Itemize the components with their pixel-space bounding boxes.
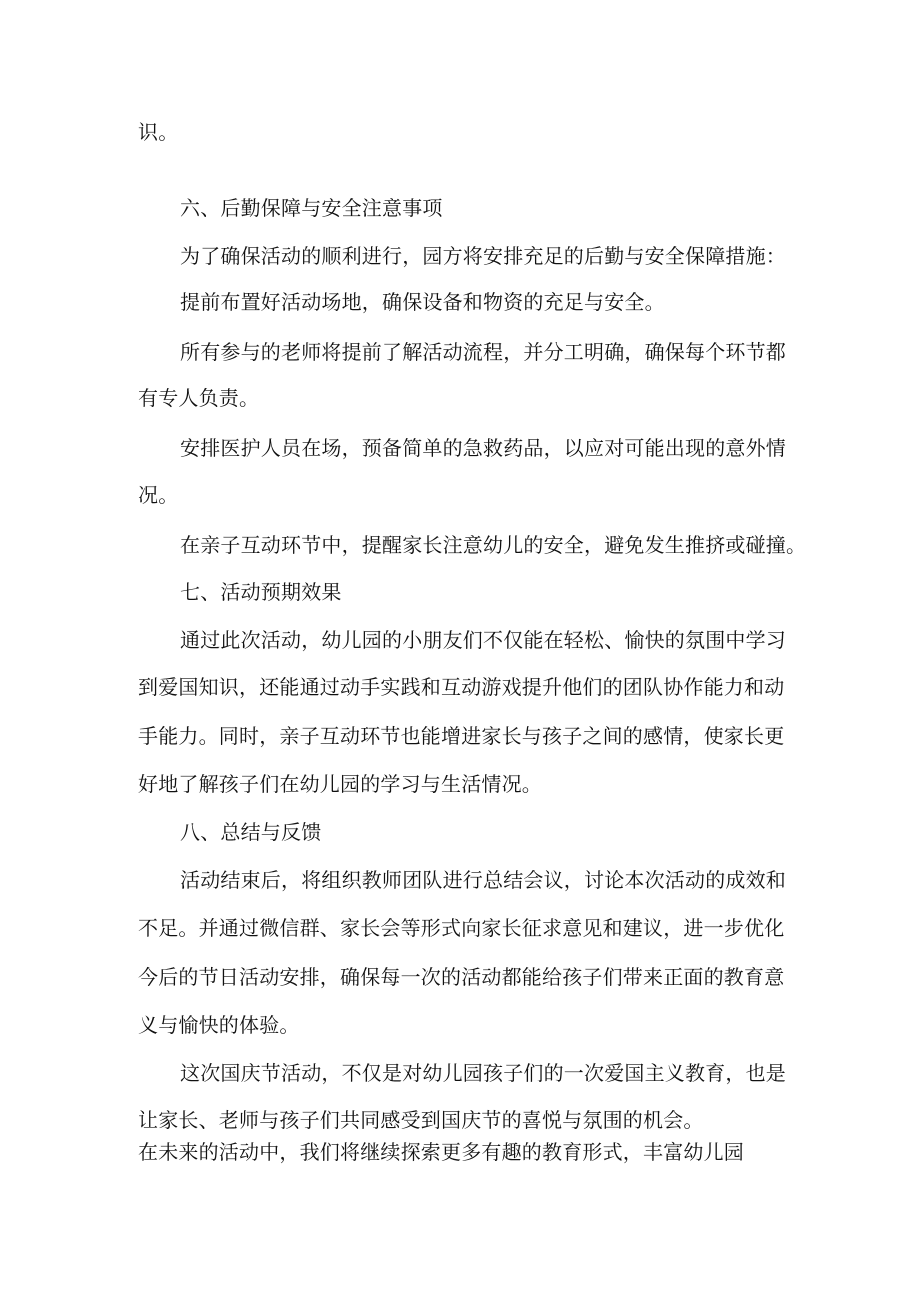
paragraph-line: 活动结束后，将组织教师团队进行总结会议，讨论本次活动的成效和 <box>180 868 786 892</box>
paragraph-line: 不足。并通过微信群、家长会等形式向家长征求意见和建议，进一步优化 <box>138 916 785 940</box>
text-line-continuation: 识。 <box>138 120 179 144</box>
paragraph-line: 让家长、老师与孩子们共同感受到国庆节的喜悦与氛围的机会。 <box>138 1108 704 1132</box>
section-heading-6: 六、后勤保障与安全注意事项 <box>180 196 443 220</box>
paragraph-line: 到爱国知识，还能通过动手实践和互动游戏提升他们的团队协作能力和动 <box>138 675 785 699</box>
section-heading-8: 八、总结与反馈 <box>180 820 322 844</box>
paragraph-line: 在亲子互动环节中，提醒家长注意幼儿的安全，避免发生推挤或碰撞。 <box>180 533 807 557</box>
paragraph-line: 今后的节日活动安排，确保每一次的活动都能给孩子们带来正面的教育意 <box>138 965 785 989</box>
section-heading-7: 七、活动预期效果 <box>180 580 342 604</box>
paragraph-line: 这次国庆节活动，不仅是对幼儿园孩子们的一次爱国主义教育，也是 <box>180 1061 786 1085</box>
paragraph-line: 所有参与的老师将提前了解活动流程，并分工明确，确保每个环节都 <box>180 340 786 364</box>
paragraph-line: 提前布置好活动场地，确保设备和物资的充足与安全。 <box>180 290 665 314</box>
paragraph-line: 安排医护人员在场，预备简单的急救药品，以应对可能出现的意外情 <box>180 436 786 460</box>
paragraph-line: 为了确保活动的顺利进行，园方将安排充足的后勤与安全保障措施： <box>180 244 786 268</box>
paragraph-line: 好地了解孩子们在幼儿园的学习与生活情况。 <box>138 772 542 796</box>
paragraph-line: 义与愉快的体验。 <box>138 1013 300 1037</box>
paragraph-line: 通过此次活动，幼儿园的小朋友们不仅能在轻松、愉快的氛围中学习 <box>180 628 786 652</box>
paragraph-line: 况。 <box>138 483 179 507</box>
paragraph-line: 有专人负责。 <box>138 386 260 410</box>
paragraph-line: 在未来的活动中，我们将继续探索更多有趣的教育形式，丰富幼儿园 <box>138 1140 744 1164</box>
paragraph-line: 手能力。同时，亲子互动环节也能增进家长与孩子之间的感情，使家长更 <box>138 724 785 748</box>
